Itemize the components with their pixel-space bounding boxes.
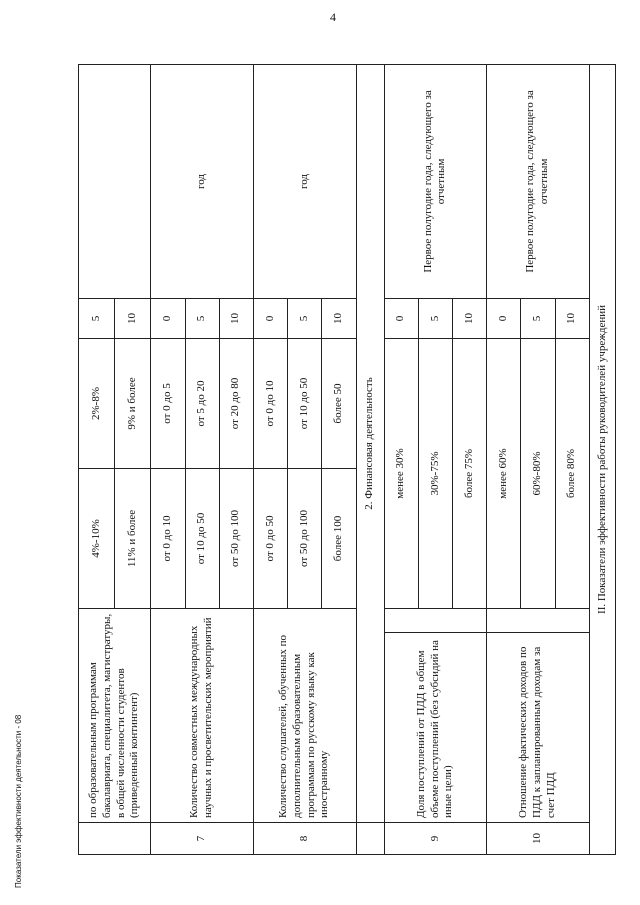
period-cell: год bbox=[151, 64, 254, 298]
table-row bbox=[487, 64, 521, 854]
period-cell: Первое полугодие года, следующего за отчетным bbox=[384, 64, 487, 298]
points-cell: 0 bbox=[384, 298, 418, 338]
value-cell: 60%-80% bbox=[521, 338, 555, 608]
value-cell: от 0 до 5 bbox=[151, 338, 185, 468]
rotated-table-container bbox=[78, 65, 616, 855]
period-cell bbox=[79, 64, 151, 298]
value-cell: от 10 до 50 bbox=[288, 338, 322, 468]
indicator-text: Количество совместных международных научных и просветительских мероприятий bbox=[151, 608, 254, 822]
points-cell: 10 bbox=[555, 298, 589, 338]
table-row bbox=[356, 64, 384, 854]
value-cell: от 50 до 100 bbox=[219, 468, 253, 608]
points-cell: 5 bbox=[79, 298, 115, 338]
value-cell: 4%-10% bbox=[79, 468, 115, 608]
value-cell: более 75% bbox=[453, 338, 487, 608]
value-cell: 30%-75% bbox=[418, 338, 452, 608]
table-row bbox=[151, 64, 185, 854]
section-heading: II. Показатели эффективности работы руководителей учреждений bbox=[589, 64, 615, 854]
points-cell: 0 bbox=[487, 298, 521, 338]
page-number: 4 bbox=[330, 10, 336, 24]
points-cell: 5 bbox=[288, 298, 322, 338]
value-cell: 9% и более bbox=[115, 338, 151, 468]
value-cell: от 0 до 50 bbox=[253, 468, 287, 608]
value-cell: от 50 до 100 bbox=[288, 468, 322, 608]
points-cell: 10 bbox=[219, 298, 253, 338]
value-cell: от 0 до 10 bbox=[151, 468, 185, 608]
row-number bbox=[356, 823, 384, 855]
value-cell: более 100 bbox=[322, 468, 356, 608]
value-cell: от 20 до 80 bbox=[219, 338, 253, 468]
indicator-text: Отношение фактических доходов по ПДД к запланированным доходам за счет ПДД bbox=[487, 633, 590, 823]
row-number: 9 bbox=[384, 823, 487, 855]
value-cell: более 80% bbox=[555, 338, 589, 608]
table-row bbox=[253, 64, 287, 854]
points-cell: 0 bbox=[253, 298, 287, 338]
indicator-text: по образовательным программам бакалавриата, специалитета, магистратуры, в общей численности студентов (приведенный контингент) bbox=[79, 608, 151, 822]
points-cell: 10 bbox=[322, 298, 356, 338]
value-cell: 2%-8% bbox=[79, 338, 115, 468]
points-cell: 10 bbox=[453, 298, 487, 338]
value-cell: от 10 до 50 bbox=[185, 468, 219, 608]
points-cell: 5 bbox=[521, 298, 555, 338]
value-cell: от 5 до 20 bbox=[185, 338, 219, 468]
value-cell: менее 60% bbox=[487, 338, 521, 608]
points-cell: 5 bbox=[185, 298, 219, 338]
points-cell: 10 bbox=[115, 298, 151, 338]
value-cell: от 0 до 10 bbox=[253, 338, 287, 468]
value-cell: более 50 bbox=[322, 338, 356, 468]
table-row bbox=[384, 64, 418, 854]
table-row bbox=[79, 64, 115, 854]
table-row bbox=[589, 64, 615, 854]
row-number: 8 bbox=[253, 823, 356, 855]
page-footer: Показатели эффективности деятельности - 08 bbox=[14, 714, 23, 888]
row-number bbox=[79, 823, 151, 855]
value-cell: 11% и более bbox=[115, 468, 151, 608]
points-cell: 5 bbox=[418, 298, 452, 338]
points-cell: 0 bbox=[151, 298, 185, 338]
indicator-text: Доля поступлений от ПДД в общем объеме поступлений (без субсидий на иные цели) bbox=[384, 633, 487, 823]
value-cell: менее 30% bbox=[384, 338, 418, 608]
section-heading: 2. Финансовая деятельность bbox=[356, 64, 384, 822]
row-number: 10 bbox=[487, 823, 590, 855]
row-number: 7 bbox=[151, 823, 254, 855]
indicator-text: Количество слушателей, обученных по дополнительным образовательным программам по русскому языку как иностранному bbox=[253, 608, 356, 822]
spacer-cell bbox=[384, 608, 487, 632]
period-cell: Первое полугодие года, следующего за отчетным bbox=[487, 64, 590, 298]
spacer-cell bbox=[487, 608, 590, 632]
period-cell: год bbox=[253, 64, 356, 298]
indicators-table bbox=[78, 64, 616, 855]
